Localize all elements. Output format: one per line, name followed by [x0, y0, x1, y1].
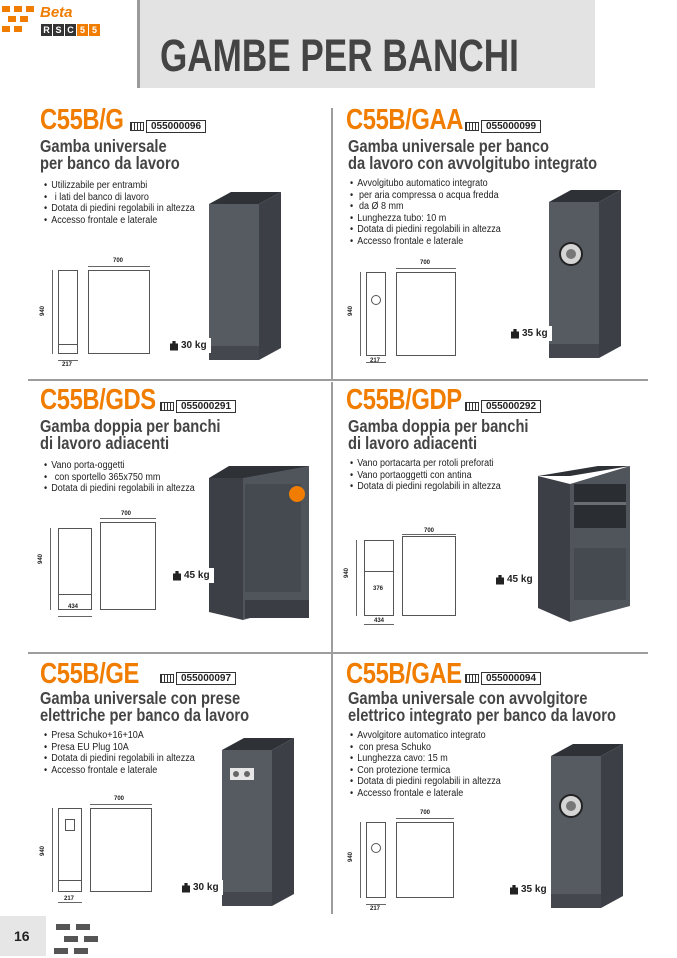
feature-list: • Vano porta-oggetti • con sportello 365x750 mm • Dotata di piedini regolabili in altezza: [44, 460, 195, 495]
article-number: 055000291: [160, 400, 236, 413]
product-code: C55B/GDS: [40, 384, 156, 416]
divider-vertical-2: [331, 382, 333, 652]
article-number: 055000292: [465, 400, 541, 413]
weight-badge: 30 kg: [178, 880, 223, 895]
feature-list: • Utilizzabile per entrambi • i lati del banco di lavoro • Dotata di piedini regolabili in altezza • Accesso frontale e laterale: [44, 180, 195, 226]
side-view-drawing: [58, 808, 82, 892]
feature-list: • Avvolgitore automatico integrato • con presa Schuko • Lunghezza cavo: 15 m • Con protezione termica • Dotata di piedini regolabili in altezza • Accesso frontale e laterale: [350, 730, 501, 799]
product-c55b-gdp: C55B/GDP 055000292 Gamba doppia per banchi di lavoro adiacenti • Vano portacarta per rotoli preforati • Vano portaoggetti con antina • Dotata di piedini regolabili in altezza 376 700 940 434 45 kg: [340, 380, 660, 652]
barcode-icon: [465, 402, 479, 411]
weight-icon: [496, 575, 504, 585]
cabinet-image: [218, 734, 298, 914]
rsc-badge: R S C 5 5: [41, 24, 100, 36]
front-view-drawing: [402, 536, 456, 616]
article-number: 055000099: [465, 120, 541, 133]
product-description: Gamba universale per banco da lavoro con avvolgitubo integrato: [348, 136, 598, 173]
divider-vertical-1: [331, 108, 333, 380]
weight-icon: [170, 341, 178, 351]
side-view-drawing: [58, 270, 78, 354]
product-description: Gamba universale con avvolgitore elettrico integrato per banco da lavoro: [348, 688, 616, 725]
front-view-drawing: [88, 270, 150, 354]
feature-list: • Avvolgitubo automatico integrato • per aria compressa o acqua fredda • da Ø 8 mm • Lunghezza tubo: 10 m • Dotata di piedini regolabili in altezza • Accesso frontale e laterale: [350, 178, 501, 247]
barcode-icon: [160, 674, 174, 683]
product-c55b-gaa: C55B/GAA 055000099 Gamba universale per banco da lavoro con avvolgitubo integrato • Avvolgitubo automatico integrato • per aria compressa o acqua fredda • da Ø 8 mm • Lunghezza tubo: 10 m • Dotata di piedini regolabili in altezza • Accesso frontale e laterale 700 940 217 35 kg: [340, 100, 660, 380]
cabinet-image: [534, 462, 634, 626]
feature-list: • Presa Schuko+16+10A • Presa EU Plug 10A • Dotata di piedini regolabili in altezza • Accesso frontale e laterale: [44, 730, 195, 776]
weight-badge: 35 kg: [507, 326, 552, 341]
weight-icon: [173, 571, 181, 581]
weight-icon: [511, 329, 519, 339]
front-view-drawing: [396, 822, 454, 898]
cabinet-image: [205, 462, 315, 626]
product-code: C55B/GE: [40, 658, 139, 690]
side-view-drawing: [58, 528, 92, 610]
product-code: C55B/GAE: [346, 658, 462, 690]
product-c55b-gds: C55B/GDS 055000291 Gamba doppia per banchi di lavoro adiacenti • Vano porta-oggetti • con sportello 365x750 mm • Dotata di piedini regolabili in altezza 700 940 434 45 kg: [0, 380, 320, 652]
cabinet-image: [547, 740, 627, 916]
barcode-icon: [465, 122, 479, 131]
front-view-drawing: [90, 808, 152, 892]
title-banner: [137, 0, 595, 88]
product-description: Gamba doppia per banchi di lavoro adiacenti: [348, 416, 529, 453]
side-view-drawing: [366, 272, 386, 356]
divider-vertical-3: [331, 654, 333, 914]
side-view-drawing: [366, 822, 386, 898]
weight-badge: 35 kg: [506, 882, 551, 897]
product-code: C55B/GDP: [346, 384, 462, 416]
front-view-drawing: [396, 272, 456, 356]
barcode-icon: [160, 402, 174, 411]
weight-badge: 45 kg: [169, 568, 214, 583]
product-description: Gamba universale per banco da lavoro: [40, 136, 180, 173]
cabinet-image: [205, 188, 285, 368]
product-code: C55B/G: [40, 104, 124, 136]
checkered-flag-icon: [2, 4, 40, 40]
barcode-icon: [130, 122, 144, 131]
side-view-drawing: [364, 540, 394, 616]
cabinet-image: [545, 186, 625, 366]
page-title: GAMBE PER BANCHI: [160, 30, 519, 81]
feature-list: • Vano portacarta per rotoli preforati • Vano portaoggetti con antina • Dotata di piedini regolabili in altezza: [350, 458, 501, 493]
product-code: C55B/GAA: [346, 104, 463, 136]
article-number: 055000096: [130, 120, 206, 133]
weight-icon: [182, 883, 190, 893]
weight-icon: [510, 885, 518, 895]
weight-badge: 30 kg: [166, 338, 211, 353]
page-number: 16: [14, 928, 30, 944]
article-number: 055000097: [160, 672, 236, 685]
front-view-drawing: [100, 522, 156, 610]
product-c55b-gae: C55B/GAE 055000094 Gamba universale con avvolgitore elettrico integrato per banco da lavoro • Avvolgitore automatico integrato • con presa Schuko • Lunghezza cavo: 15 m • Con protezione termica • Dotata di piedini regolabili in altezza • Accesso frontale e laterale 700 940 217 35 kg: [340, 654, 660, 916]
brand-name: Beta: [40, 4, 73, 21]
product-description: Gamba doppia per banchi di lavoro adiacenti: [40, 416, 221, 453]
product-c55b-g: C55B/G 055000096 Gamba universale per banco da lavoro • Utilizzabile per entrambi • i lati del banco di lavoro • Dotata di piedini regolabili in altezza • Accesso frontale e laterale 700 940 217 30 kg: [0, 100, 320, 380]
weight-badge: 45 kg: [492, 572, 537, 587]
product-description: Gamba universale con prese elettriche per banco da lavoro: [40, 688, 250, 725]
article-number: 055000094: [465, 672, 541, 685]
product-c55b-ge: C55B/GE 055000097 Gamba universale con prese elettriche per banco da lavoro • Presa Schuko+16+10A • Presa EU Plug 10A • Dotata di piedini regolabili in altezza • Accesso frontale e laterale 700 940 217 30 kg: [0, 654, 320, 916]
barcode-icon: [465, 674, 479, 683]
beta-rsc55-logo: [0, 0, 118, 44]
